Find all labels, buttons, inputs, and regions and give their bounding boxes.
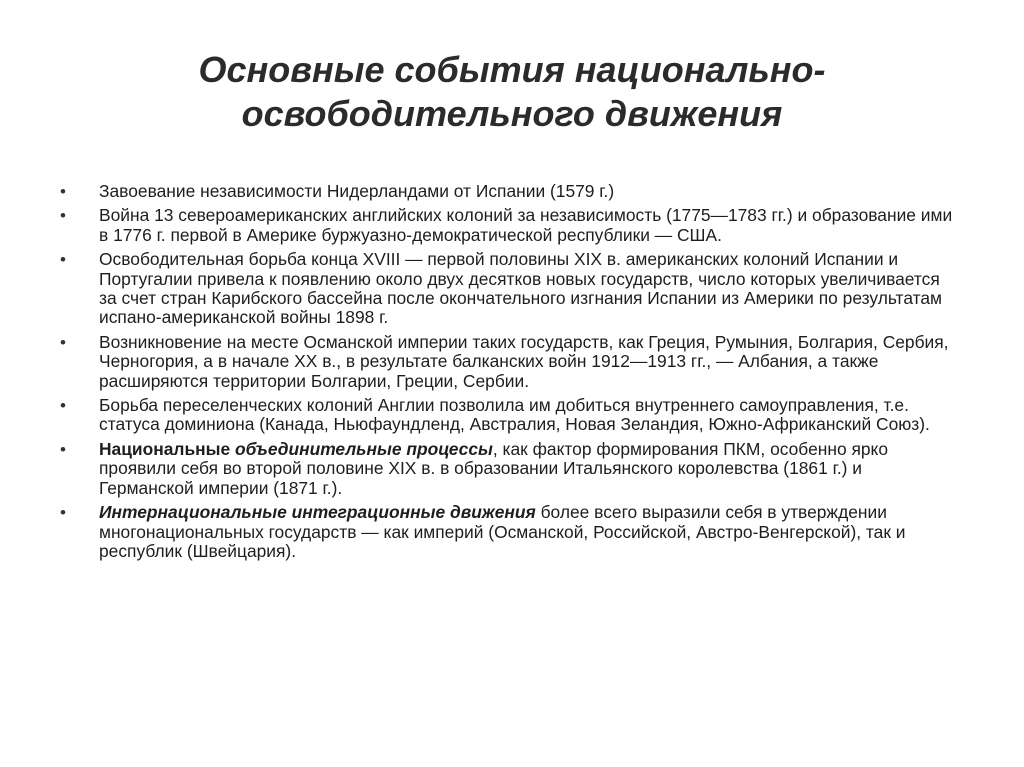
bullet-dot-icon: • (60, 332, 66, 352)
list-item (60, 250, 960, 328)
list-item (60, 440, 960, 498)
bullet-dot-icon: • (60, 439, 66, 459)
list-item (60, 182, 960, 201)
list-item (60, 396, 960, 435)
bullet-dot-icon: • (60, 182, 66, 201)
bullet-dot-icon: • (60, 396, 66, 416)
bullet-list (60, 182, 960, 566)
list-item-text: Война 13 североамериканских английских колоний за независимость (1775—1783 гг.) и образование ими в 1776 г. первой в Америке буржуазно-демократической республики — США. (99, 205, 953, 245)
list-item-text: Борьба переселенческих колоний Англии позволила им добиться внутреннего самоуправления, т.е. статуса доминиона (Канада, Ньюфаундленд, Австралия, Новая Зеландия, Южно-Африканский Союз). (99, 395, 930, 435)
list-item-text (99, 502, 906, 561)
list-item-text: Освободительная борьба конца XVIII — первой половины XIX в. американских колоний Испании и Португалии привела к появлению около двух десятков новых государств, число которых увеличивается за счет стран Карибского бассейна после окончательного изгнания Испании из Америки по результатам испано-американской войны 1898 г. (99, 249, 943, 328)
bullet-dot-icon: • (60, 206, 66, 226)
emphasis-bold-italic: объединительные процессы (235, 438, 493, 459)
bullet-dot-icon: • (60, 250, 66, 270)
list-item (60, 503, 960, 561)
list-item-text: Завоевание независимости Нидерландами от Испании (1579 г.) (99, 181, 615, 201)
list-item-rest: более всего выразили себя в утверждении многонациональных государств — как империй (Османской, Российской, Австро-Венгерской), так и республик (Швейцария). (99, 502, 906, 561)
list-item (60, 333, 960, 391)
emphasis-bold: Национальные (99, 438, 236, 459)
title-line-2: освободительного движения (241, 93, 783, 134)
slide-title (0, 48, 1024, 136)
list-item (60, 206, 960, 245)
emphasis-bold-italic: Интернациональные интеграционные движения (99, 502, 536, 523)
bullet-dot-icon: • (60, 503, 66, 523)
title-line-1: Основные события национально- (198, 49, 826, 90)
list-item-text (99, 439, 888, 498)
list-item-text: Возникновение на месте Османской империи таких государств, как Греция, Румыния, Болгария, Сербия, Черногория, а в начале XX в., в результате балканских войн 1912—1913 гг., — Албания, а также расширяются территории Болгарии, Греции, Сербии. (99, 331, 949, 391)
list-item-rest: , как фактор формирования ПКМ, особенно ярко проявили себя во второй половине XIX в. в образовании Итальянского королевства (1861 г.) и Германской империи (1871 г.). (99, 438, 889, 498)
